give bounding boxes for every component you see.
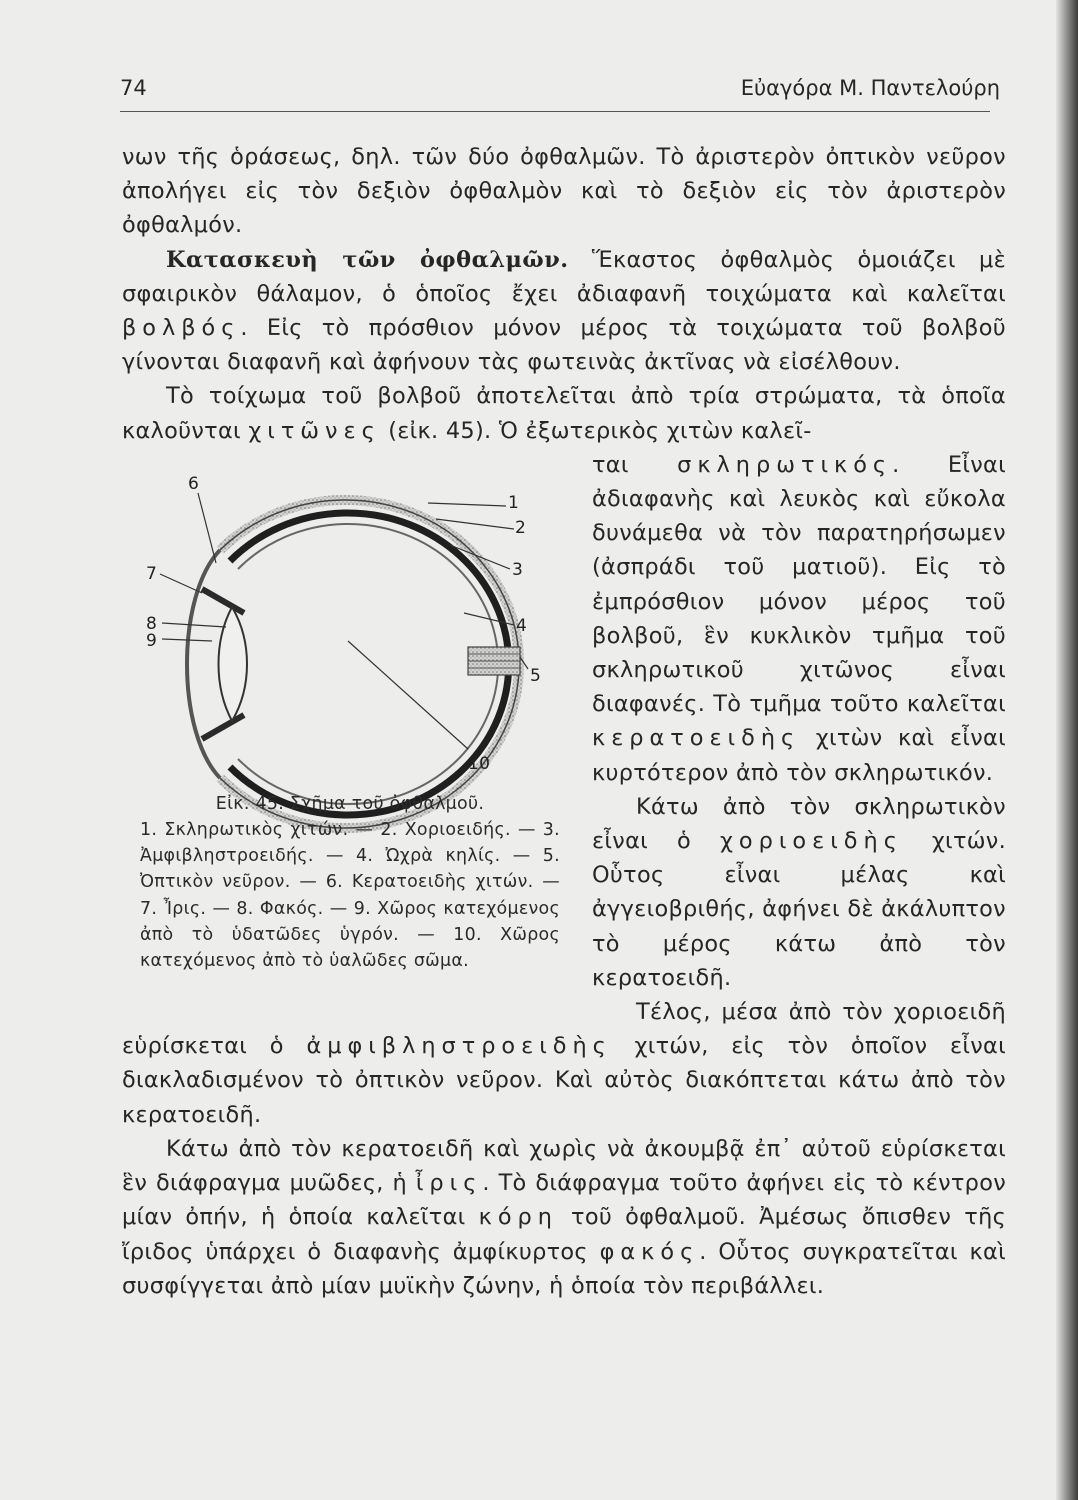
figure-label-1: 1 [508,492,520,513]
paragraph-4: Κάτω ἀπὸ τὸν σκληρωτικὸν εἶναι ὁ χοριοειδὴς χιτών. Οὗτος εἶναι μέλας καὶ ἀγγειοβριθής, ἀφήνει δὲ ἀκάλυπτον τὸ μέρος κάτω ἀπὸ τὸν κερατοειδῆ. [592,793,1006,991]
section-heading: Κατασκευὴ τῶν ὀφθαλμῶν. [166,246,569,273]
body-text [122,140,1006,1303]
figure-label-8: 8 [146,613,158,634]
term-iris: ἶρις [415,1170,483,1197]
paragraph-2: Κατασκευὴ τῶν ὀφθαλμῶν. Ἕκαστος ὀφθαλμὸς ὁμοιάζει μὲ σφαιρικὸν θάλαμον, ὁ ὁποῖος ἔχει ἀδιαφανῆ τοιχώματα καὶ καλεῖται βολβός. Εἰς τὸ πρόσθιον μόνον μέρος τὰ τοιχώματα τοῦ βολβοῦ γίνονται διαφανῆ καὶ ἀφήνουν τὰς φωτεινὰς ἀκτῖνας νὰ εἰσέλθουν. [122,246,1007,376]
figure-label-4: 4 [516,615,528,636]
eye-figure [116,451,574,999]
running-head-author: Εὐαγόρα Μ. Παντελούρη [740,76,1000,100]
figure-label-7: 7 [146,563,158,584]
figure-label-3: 3 [512,559,524,580]
cornea [187,550,220,778]
paragraph-5: Τέλος, μέσα ἀπὸ τὸν χοριοειδῆ εὑρίσκεται ὁ ἀμφιβληστροειδὴς χιτών, εἰς τὸν ὁποῖον εἶναι διακλαδισμένον τὸ ὀπτικὸν νεῦρον. Καὶ αὐτὸς διακόπτεται κάτω ἀπὸ τὸν κερατοειδῆ. [122,999,1006,1128]
figure-label-5: 5 [530,665,542,686]
lens [219,607,248,721]
header-rule [120,111,990,112]
paragraph-3: Τὸ τοίχωμα τοῦ βολβοῦ ἀποτελεῖται ἀπὸ τρία στρώματα, τὰ ὁποῖα καλοῦνται χιτῶνες (εἰκ. 45). Ὁ ἐξωτερικὸς χιτὼν καλεῖ- [122,383,1006,444]
page-edge-shadow [1056,0,1078,1500]
term-chitones: χιτῶνες [248,417,381,444]
figure-label-2: 2 [515,517,527,538]
term-chorioeides: χοριοειδὴς [720,828,903,855]
paragraph-6: Κάτω ἀπὸ τὸν κερατοειδῆ καὶ χωρὶς νὰ ἀκουμβᾷ ἐπ᾽ αὐτοῦ εὑρίσκεται ἓν διάφραγμα μυῶδες, ἡ ἶρις. Τὸ διάφραγμα τοῦτο ἀφήνει εἰς τὸ κέντρον μίαν ὀπήν, ἡ ὁποία καλεῖται κόρη τοῦ ὀφθαλμοῦ. Ἀμέσως ὄπισθεν τῆς ἴριδος ὑπάρχει ὁ διαφανὴς ἀμφίκυρτος φακός. Οὗτος συγκρατεῖται καὶ συσφίγγεται ἀπὸ μίαν μυϊκὴν ζώνην, ἡ ὁποία τὸν περιβάλλει. [122,1135,1007,1299]
figure-label-9: 9 [146,630,158,651]
paragraph-3-cont: ται σκληρωτικός. Εἶναι ἀδιαφανὴς καὶ λευκὸς καὶ εὔκολα δυνάμεθα νὰ τὸν παρατηρήσωμεν (ἀσπράδι τοῦ ματιοῦ). Εἰς τὸ ἐμπρόσθιον μόνον μέρος τοῦ βολβοῦ, ἓν κυκλικὸν τμῆμα τοῦ σκληρωτικοῦ χιτῶνος εἶναι διαφανές. Τὸ τμῆμα τοῦτο καλεῖται κερατοειδὴς χιτὼν καὶ εἶναι κυρτότερον ἀπὸ τὸν σκληρωτικόν. [592,451,1006,786]
paragraph-1: νων τῆς ὁράσεως, δηλ. τῶν δύο ὀφθαλμῶν. Τὸ ἀριστερὸν ὀπτικὸν νεῦρον ἀπολήγει εἰς τὸν δεξιὸν ὀφθαλμὸν καὶ τὸ δεξιὸν εἰς τὸν ἀριστερὸν ὀφθαλμόν. [122,144,1006,239]
term-kore: κόρη [478,1204,558,1231]
term-keratoeides: κερατοειδὴς [592,725,801,752]
term-skleroticos: σκληρωτικός [677,451,893,478]
caption-legend: 1. Σκληρωτικὸς χιτών. — 2. Χοριοειδής. — 3. Ἀμφιβληστροειδής. — 4. Ὠχρὰ κηλίς. — 5. Ὀπτικὸν νεῦρον. — 6. Κερατοειδὴς χιτών. — 7. Ἶρις. — 8. Φακός. — 9. Χῶρος κατεχόμενος ἀπὸ τὸ ὑδατῶδες ὑγρόν. — 10. Χῶρος κατεχόμενος ἀπὸ τὸ ὑαλῶδες σῶμα. [140,820,560,972]
choroid-layer [230,513,509,815]
figure-label-6: 6 [188,473,200,494]
figure-caption [140,791,560,974]
page-number: 74 [120,76,147,100]
term-phakos: φακός [599,1238,700,1265]
caption-title: Εἰκ. 45. Σχῆμα τοῦ ὀφθαλμοῦ. [215,793,485,814]
term-amphiblestroeides: ἀμφιβληστροειδὴς [306,1033,612,1060]
leader-lines [160,493,528,749]
term-bolbos: βολβός [122,315,241,342]
optic-nerve [468,647,520,675]
retina-layer [238,524,498,804]
page-header [120,72,1000,110]
figure-label-10: 10 [468,753,491,774]
